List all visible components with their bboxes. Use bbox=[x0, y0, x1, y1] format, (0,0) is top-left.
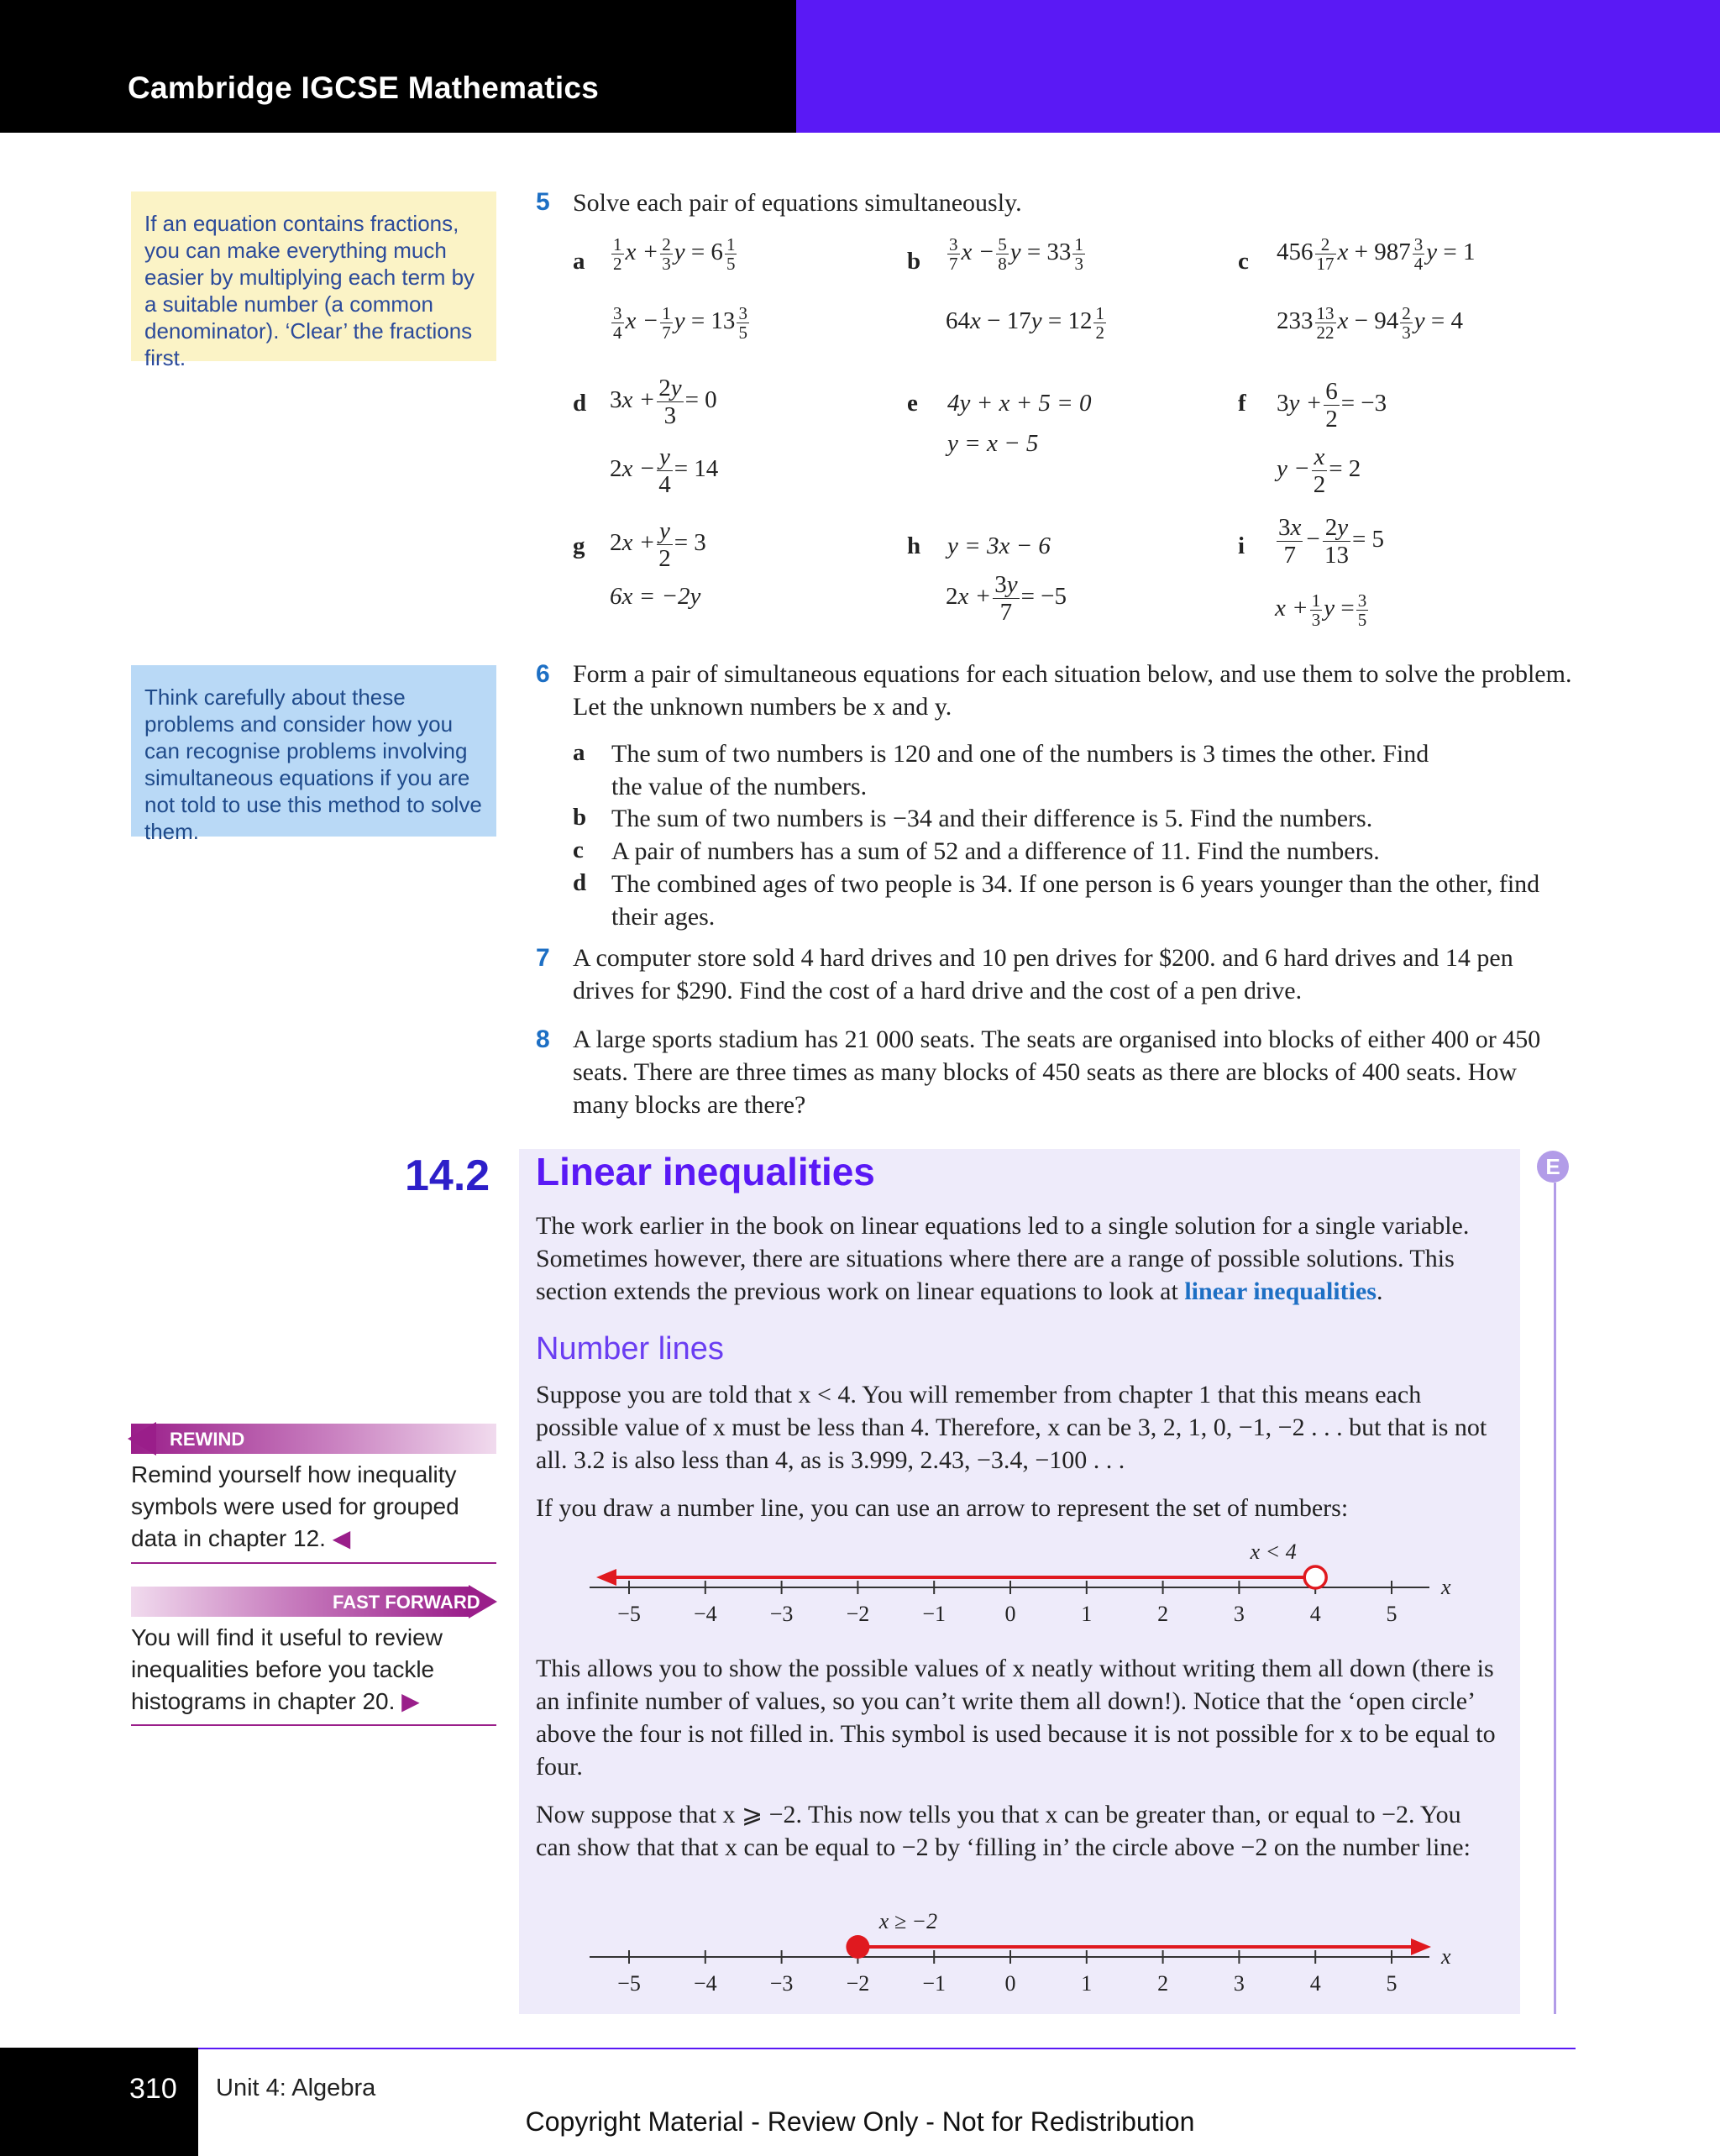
tick-label: 2 bbox=[1157, 1971, 1169, 1996]
tick-label: −3 bbox=[769, 1602, 794, 1626]
equation-i2: x + $\frac{1}{3}$ y = $\frac{3}{5}$ bbox=[1275, 590, 1367, 630]
tip-box-problems: Think carefully about these problems and consider how you can recognise problems involving simultaneous equations if you are not told to use this method to solve them. bbox=[131, 665, 496, 837]
question-text: A large sports stadium has 21 000 seats. The seats are organised into blocks of either 400 or 450 seats. There are three times as many blocks of 450 seats as there are blocks of 400 seats. How many blocks are there? bbox=[573, 1026, 1541, 1119]
tick-label: 3 bbox=[1233, 1971, 1245, 1996]
equation-e1: 4y + x + 5 = 0 bbox=[947, 390, 1092, 417]
section-title: Linear inequalities bbox=[536, 1150, 875, 1193]
paragraph: This allows you to show the possible values of x neatly without writing them all down (there is an infinite number of values, so you can’t write them all down!). Notice that the ‘open circle’ above the four is not filled in. This symbol is used because it is not possible for x to be equal to four. bbox=[536, 1655, 1496, 1781]
divider bbox=[131, 1724, 496, 1726]
tick-label: −4 bbox=[693, 1971, 717, 1996]
intro-text: The work earlier in the book on linear equations led to a single solution for a single variable. Sometimes however, there are situations where there are a range of possible solutions. This section extends the previous work on linear equations to look at bbox=[536, 1212, 1470, 1305]
number-line-less-than-4 bbox=[571, 1537, 1478, 1638]
tick-label: −5 bbox=[617, 1602, 641, 1626]
paragraph: If you draw a number line, you can use an arrow to represent the set of numbers: bbox=[536, 1494, 1349, 1522]
axis-label: x bbox=[1441, 1944, 1451, 1969]
tick-label: −2 bbox=[846, 1971, 870, 1996]
part-label: b bbox=[907, 248, 921, 275]
inequality-label: x < 4 bbox=[1250, 1540, 1297, 1564]
question-number: 5 bbox=[536, 188, 550, 216]
equation-c2: 233 $\frac{13}{22}$ x − 94 $\frac{2}{3}$ y = 4 bbox=[1277, 303, 1463, 343]
question-prompt: Form a pair of simultaneous equations for each situation below, and use them to solve the problem. Let the unknown numbers be x and y. bbox=[573, 660, 1572, 721]
part-label: h bbox=[907, 532, 921, 559]
question-number: 8 bbox=[536, 1026, 550, 1053]
list-item: The combined ages of two people is 34. If one person is 6 years younger than the other, find their ages. bbox=[611, 870, 1540, 931]
equation-b2: 64x − 17y = 12 $\frac{1}{2}$ bbox=[946, 303, 1104, 343]
question-text: A computer store sold 4 hard drives and 10 pen drives for $200. and 6 hard drives and 14 pen drives for $290. Find the cost of a hard drive and the cost of a pen drive. bbox=[573, 944, 1513, 1005]
rewind-arrow-icon bbox=[128, 1422, 156, 1456]
tip-box-fractions: If an equation contains fractions, you can make everything much easier by multiplying each term by a suitable number (a common denominator). ‘Clear’ the fractions first. bbox=[131, 191, 496, 361]
tick-label: 0 bbox=[1004, 1971, 1016, 1996]
tick-label: −2 bbox=[846, 1602, 870, 1626]
paragraph: Suppose you are told that x < 4. You will remember from chapter 1 that this means each possible value of x must be less than 4. Therefore, x can be 3, 2, 1, 0, −1, −2 . . . but that is not all. 3.2 is also less than 4, as is 3.999, 2.43, −3.4, −100 . . . bbox=[536, 1381, 1487, 1474]
list-item: A pair of numbers has a sum of 52 and a difference of 11. Find the numbers. bbox=[611, 837, 1380, 865]
number-line-greater-equal-minus-2 bbox=[571, 1903, 1478, 2004]
tick-label: 2 bbox=[1157, 1602, 1169, 1626]
keyword-link: linear inequalities bbox=[1184, 1277, 1377, 1305]
part-label: c bbox=[1238, 248, 1249, 275]
fast-forward-small-arrow-icon: ▶ bbox=[401, 1688, 420, 1714]
tick-label: 5 bbox=[1386, 1602, 1398, 1626]
header-accent-bar bbox=[796, 0, 1720, 133]
divider bbox=[131, 1562, 496, 1564]
rewind-label: REWIND bbox=[170, 1429, 245, 1450]
equation-a2: $\frac{3}{4}$ x − $\frac{1}{7}$ y = 13 $\frac{3}{5}$ bbox=[613, 303, 747, 343]
open-circle bbox=[1304, 1566, 1326, 1588]
equation-f2: y − $\frac{x}{2}$ = 2 bbox=[1277, 443, 1361, 498]
tick-label: 1 bbox=[1081, 1971, 1093, 1996]
tick-label: −1 bbox=[922, 1602, 947, 1626]
part-label: b bbox=[573, 804, 587, 831]
extended-badge: E bbox=[1537, 1151, 1569, 1183]
tick-label: 5 bbox=[1386, 1971, 1398, 1996]
equation-d2: 2x − $\frac{y}{4}$ = 14 bbox=[610, 443, 719, 498]
copyright-notice: Copyright Material - Review Only - Not for Redistribution bbox=[525, 2106, 1195, 2137]
tick-label: −3 bbox=[769, 1971, 794, 1996]
part-label: i bbox=[1238, 532, 1245, 559]
part-label: a bbox=[573, 248, 585, 275]
header-bar bbox=[0, 0, 796, 133]
tick-label: −4 bbox=[693, 1602, 717, 1626]
equation-g2: 6x = −2y bbox=[610, 583, 701, 610]
rewind-small-arrow-icon: ◀ bbox=[332, 1525, 351, 1551]
arrow-head bbox=[1411, 1938, 1431, 1955]
list-item: The sum of two numbers is 120 and one of the numbers is 3 times the other. Find the value of the numbers. bbox=[611, 740, 1429, 800]
page-number: 310 bbox=[129, 2073, 177, 2105]
subheading: Number lines bbox=[536, 1331, 724, 1367]
tick-label: 1 bbox=[1081, 1602, 1093, 1626]
tick-label: 4 bbox=[1309, 1602, 1321, 1626]
list-item: The sum of two numbers is −34 and their difference is 5. Find the numbers. bbox=[611, 805, 1373, 832]
tick-label: −5 bbox=[617, 1971, 641, 1996]
section-intro: The work earlier in the book on linear equations led to a single solution for a single variable. Sometimes however, there are situations where there are a range of possible solutions. This section extends the previous work on linear equations to look at linear inequalities. bbox=[536, 1212, 1470, 1305]
axis-label: x bbox=[1441, 1575, 1451, 1599]
inequality-label: x ≥ −2 bbox=[878, 1909, 938, 1933]
part-label: e bbox=[907, 390, 918, 417]
equation-i1: $\frac{3x}{7}$ − $\frac{2y}{13}$ = 5 bbox=[1278, 514, 1385, 569]
rewind-text: Remind yourself how inequality symbols were used for grouped data in chapter 12. ◀ bbox=[131, 1461, 459, 1551]
equation-a1: $\frac{1}{2}$ x + $\frac{2}{3}$ y = 6 $\frac{1}{5}$ bbox=[613, 234, 736, 274]
part-label: g bbox=[573, 532, 585, 559]
equation-e2: y = x − 5 bbox=[947, 430, 1039, 457]
equation-d1: 3x + $\frac{2y}{3}$ = 0 bbox=[610, 375, 717, 429]
equation-h1: y = 3x − 6 bbox=[947, 532, 1051, 559]
part-label: a bbox=[573, 739, 585, 766]
equation-b1: $\frac{3}{7}$ x − $\frac{5}{8}$ y = 33 $\frac{1}{3}$ bbox=[949, 234, 1083, 274]
part-label: c bbox=[573, 837, 584, 863]
question-number: 6 bbox=[536, 660, 550, 688]
tick-label: −1 bbox=[922, 1971, 947, 1996]
tick-label: 3 bbox=[1233, 1602, 1245, 1626]
equation-c1: 456 $\frac{2}{17}$ x + 987 $\frac{3}{4}$ y = 1 bbox=[1277, 234, 1476, 274]
extended-marker-line bbox=[1554, 1183, 1556, 2014]
unit-label: Unit 4: Algebra bbox=[216, 2075, 376, 2101]
question-number: 7 bbox=[536, 944, 550, 972]
paragraph: Now suppose that x ⩾ −2. This now tells you that x can be greater than, or equal to −2. You can show that that x can be equal to −2 by ‘filling in’ the circle above −2 on the number line: bbox=[536, 1801, 1471, 1861]
part-label: d bbox=[573, 390, 587, 417]
part-label: f bbox=[1238, 390, 1246, 417]
question-prompt: Solve each pair of equations simultaneously. bbox=[573, 189, 1022, 217]
book-title: Cambridge IGCSE Mathematics bbox=[128, 71, 600, 105]
fast-forward-label: FAST FORWARD bbox=[333, 1592, 480, 1613]
tick-label: 0 bbox=[1004, 1602, 1016, 1626]
tick-label: 4 bbox=[1309, 1971, 1321, 1996]
closed-circle bbox=[846, 1935, 869, 1959]
equation-g1: 2x + $\frac{y}{2}$ = 3 bbox=[610, 517, 706, 572]
equation-f1: 3y + $\frac{6}{2}$ = −3 bbox=[1277, 378, 1387, 433]
footer-rule bbox=[198, 2048, 1576, 2049]
part-label: d bbox=[573, 869, 587, 896]
section-number: 14.2 bbox=[405, 1151, 490, 1200]
fast-forward-text: You will find it useful to review inequalities before you tackle histograms in chapter 20. ▶ bbox=[131, 1624, 443, 1714]
equation-h2: 2x + $\frac{3y}{7}$ = −5 bbox=[946, 571, 1067, 626]
arrow-head bbox=[596, 1569, 616, 1586]
